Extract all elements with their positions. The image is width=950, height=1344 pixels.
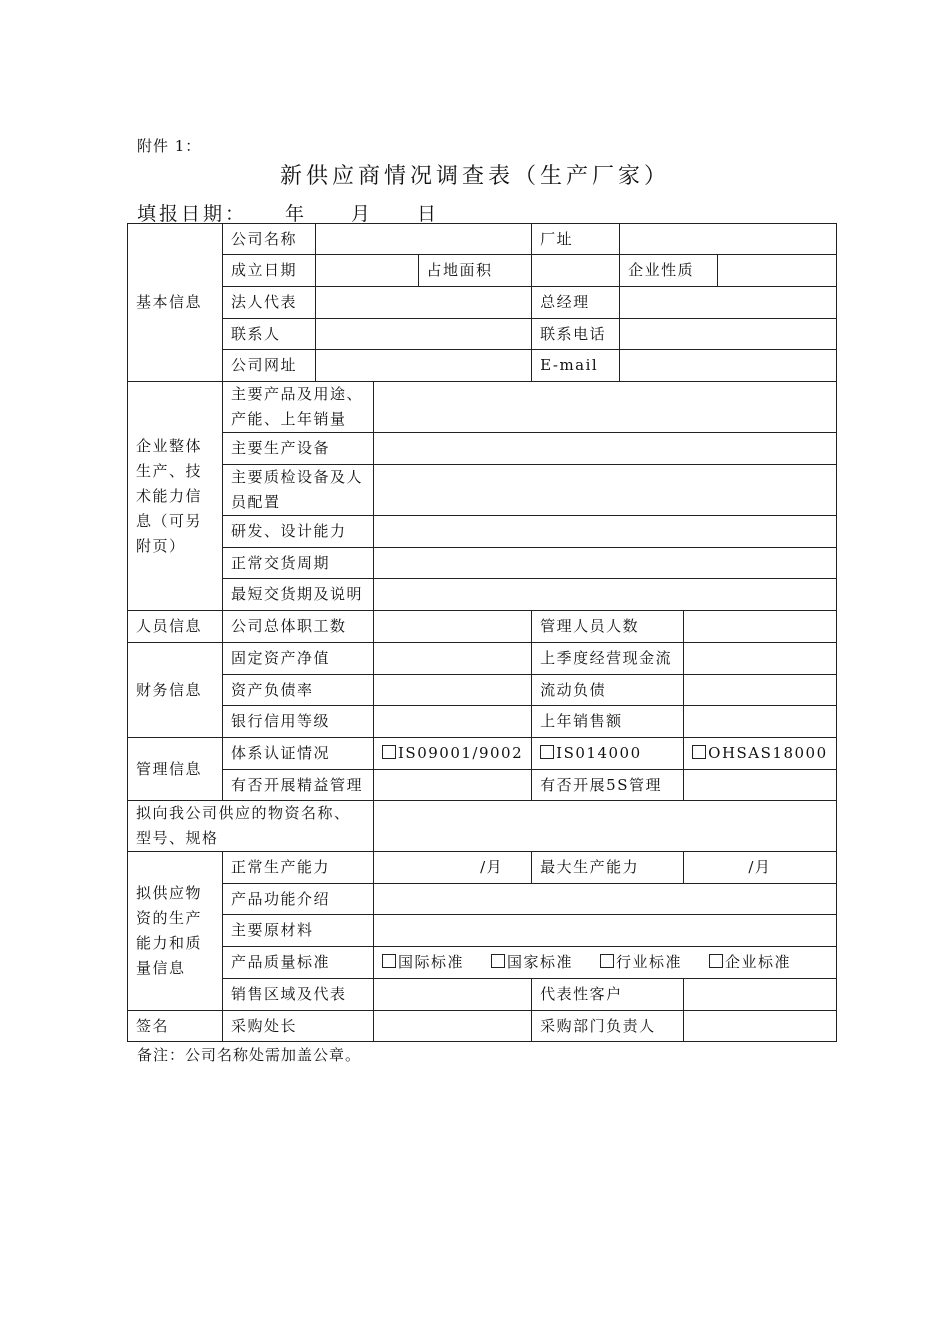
std-industry-label: 行业标准 bbox=[616, 953, 683, 971]
supply-row-4 bbox=[128, 947, 837, 979]
supply-header: 拟供应物资的生产能力和质量信息 bbox=[128, 852, 223, 1011]
website-label: 公司网址 bbox=[223, 350, 316, 382]
footnote: 备注：公司名称处需加盖公章。 bbox=[137, 1046, 362, 1064]
year-label: 年 bbox=[285, 203, 308, 225]
credit-rating-label: 银行信用等级 bbox=[223, 706, 374, 738]
purchasing-dept-head-label: 采购部门负责人 bbox=[532, 1011, 684, 1042]
legal-rep-label: 法人代表 bbox=[223, 287, 316, 319]
shortest-delivery-field[interactable] bbox=[374, 579, 837, 611]
lean-field[interactable] bbox=[374, 770, 532, 801]
five-s-label: 有否开展5S管理 bbox=[532, 770, 684, 801]
cash-flow-field[interactable] bbox=[684, 643, 836, 675]
contact-phone-label: 联系电话 bbox=[532, 319, 620, 350]
basic-row-1 bbox=[128, 224, 837, 255]
checkbox-icon[interactable] bbox=[382, 954, 396, 968]
per-month-unit: /月 bbox=[748, 858, 772, 876]
std-national-option[interactable] bbox=[491, 950, 600, 975]
signature-header: 签名 bbox=[128, 1011, 223, 1042]
normal-capacity-field[interactable] bbox=[374, 852, 532, 884]
enterprise-nature-field[interactable] bbox=[718, 255, 837, 287]
iso14000-option[interactable] bbox=[532, 738, 684, 770]
finance-row-3 bbox=[128, 706, 837, 738]
ohsas-option[interactable] bbox=[684, 738, 836, 770]
capability-row-1 bbox=[128, 382, 837, 433]
purchasing-head-label: 采购处长 bbox=[223, 1011, 374, 1042]
product-intro-field[interactable] bbox=[374, 884, 837, 915]
materials-label: 拟向我公司供应的物资名称、型号、规格 bbox=[128, 801, 374, 852]
contact-phone-field[interactable] bbox=[620, 319, 836, 350]
debt-ratio-field[interactable] bbox=[374, 675, 532, 706]
fixed-assets-field[interactable] bbox=[374, 643, 532, 675]
sales-region-label: 销售区域及代表 bbox=[223, 979, 374, 1011]
std-industry-option[interactable] bbox=[600, 950, 709, 975]
checkbox-icon[interactable] bbox=[540, 745, 554, 759]
iso9001-label: IS09001/9002 bbox=[398, 744, 524, 762]
normal-delivery-label: 正常交货周期 bbox=[223, 548, 374, 579]
capability-row-6 bbox=[128, 579, 837, 611]
finance-row-2 bbox=[128, 675, 837, 706]
ohsas-label: OHSAS18000 bbox=[708, 744, 828, 762]
managers-field[interactable] bbox=[684, 611, 836, 643]
website-field[interactable] bbox=[316, 350, 532, 382]
finance-row-1 bbox=[128, 643, 837, 675]
last-year-sales-field[interactable] bbox=[684, 706, 836, 738]
normal-capacity-label: 正常生产能力 bbox=[223, 852, 374, 884]
sales-region-field[interactable] bbox=[374, 979, 532, 1011]
fixed-assets-label: 固定资产净值 bbox=[223, 643, 374, 675]
supply-row-2 bbox=[128, 884, 837, 915]
last-year-sales-label: 上年销售额 bbox=[532, 706, 684, 738]
max-capacity-field[interactable] bbox=[684, 852, 836, 884]
debt-ratio-label: 资产负债率 bbox=[223, 675, 374, 706]
factory-address-field[interactable] bbox=[620, 224, 836, 255]
contact-label: 联系人 bbox=[223, 319, 316, 350]
management-header: 管理信息 bbox=[128, 738, 223, 801]
managers-label: 管理人员人数 bbox=[532, 611, 684, 643]
total-staff-field[interactable] bbox=[374, 611, 532, 643]
std-international-option[interactable] bbox=[382, 950, 491, 975]
capability-header: 企业整体生产、技术能力信息（可另附页） bbox=[128, 382, 223, 611]
checkbox-icon[interactable] bbox=[491, 954, 505, 968]
supply-row-5 bbox=[128, 979, 837, 1011]
personnel-row bbox=[128, 611, 837, 643]
factory-address-label: 厂址 bbox=[532, 224, 620, 255]
cash-flow-label: 上季度经营现金流 bbox=[532, 643, 684, 675]
std-enterprise-label: 企业标准 bbox=[725, 953, 792, 971]
founded-date-label: 成立日期 bbox=[223, 255, 316, 287]
supply-row-1 bbox=[128, 852, 837, 884]
materials-field[interactable] bbox=[374, 801, 837, 852]
rd-field[interactable] bbox=[374, 516, 837, 548]
purchasing-head-signature-field[interactable] bbox=[374, 1011, 532, 1042]
general-manager-label: 总经理 bbox=[532, 287, 620, 319]
purchasing-dept-head-signature-field[interactable] bbox=[684, 1011, 836, 1042]
max-capacity-label: 最大生产能力 bbox=[532, 852, 684, 884]
basic-info-header: 基本信息 bbox=[128, 224, 223, 382]
management-row-2 bbox=[128, 770, 837, 801]
fill-date-label: 填报日期： bbox=[137, 203, 248, 225]
capability-row-2 bbox=[128, 433, 837, 465]
company-name-label: 公司名称 bbox=[223, 224, 316, 255]
current-liabilities-field[interactable] bbox=[684, 675, 836, 706]
normal-delivery-field[interactable] bbox=[374, 548, 837, 579]
key-customers-field[interactable] bbox=[684, 979, 836, 1011]
certification-label: 体系认证情况 bbox=[223, 738, 374, 770]
floor-area-label: 占地面积 bbox=[418, 255, 532, 287]
supply-row-3 bbox=[128, 915, 837, 947]
capability-row-3 bbox=[128, 465, 837, 516]
quality-standard-label: 产品质量标准 bbox=[223, 947, 374, 979]
finance-header: 财务信息 bbox=[128, 643, 223, 738]
checkbox-icon[interactable] bbox=[709, 954, 723, 968]
signature-row bbox=[128, 1011, 837, 1042]
product-intro-label: 产品功能介绍 bbox=[223, 884, 374, 915]
management-row-1 bbox=[128, 738, 837, 770]
credit-rating-field[interactable] bbox=[374, 706, 532, 738]
checkbox-icon[interactable] bbox=[600, 954, 614, 968]
products-label: 主要产品及用途、产能、上年销量 bbox=[223, 382, 374, 433]
qc-equipment-field[interactable] bbox=[374, 465, 837, 516]
basic-row-4 bbox=[128, 319, 837, 350]
five-s-field[interactable] bbox=[684, 770, 836, 801]
lean-label: 有否开展精益管理 bbox=[223, 770, 374, 801]
attachment-label: 附件 1： bbox=[137, 137, 202, 155]
founded-date-field[interactable] bbox=[316, 255, 419, 287]
floor-area-field[interactable] bbox=[532, 255, 620, 287]
std-national-label: 国家标准 bbox=[507, 953, 574, 971]
enterprise-nature-label: 企业性质 bbox=[620, 255, 718, 287]
quality-standard-options bbox=[374, 947, 837, 979]
materials-row bbox=[128, 801, 837, 852]
key-customers-label: 代表性客户 bbox=[532, 979, 684, 1011]
products-field[interactable] bbox=[374, 382, 837, 433]
basic-row-3 bbox=[128, 287, 837, 319]
rd-label: 研发、设计能力 bbox=[223, 516, 374, 548]
std-international-label: 国际标准 bbox=[398, 953, 465, 971]
current-liabilities-label: 流动负债 bbox=[532, 675, 684, 706]
fill-date-line bbox=[137, 199, 439, 226]
raw-materials-field[interactable] bbox=[374, 915, 837, 947]
iso14000-label: IS014000 bbox=[556, 744, 642, 762]
equipment-label: 主要生产设备 bbox=[223, 433, 374, 465]
email-field[interactable] bbox=[620, 350, 836, 382]
form-title: 新供应商情况调查表（生产厂家） bbox=[279, 164, 670, 189]
capability-row-5 bbox=[128, 548, 837, 579]
shortest-delivery-label: 最短交货期及说明 bbox=[223, 579, 374, 611]
legal-rep-field[interactable] bbox=[316, 287, 532, 319]
general-manager-field[interactable] bbox=[620, 287, 836, 319]
checkbox-icon[interactable] bbox=[692, 745, 706, 759]
total-staff-label: 公司总体职工数 bbox=[223, 611, 374, 643]
company-name-field[interactable] bbox=[316, 224, 532, 255]
month-label: 月 bbox=[351, 203, 374, 225]
contact-field[interactable] bbox=[316, 319, 532, 350]
per-month-unit: /月 bbox=[480, 858, 504, 876]
day-label: 日 bbox=[417, 203, 440, 225]
raw-materials-label: 主要原材料 bbox=[223, 915, 374, 947]
checkbox-icon[interactable] bbox=[382, 745, 396, 759]
std-enterprise-option[interactable] bbox=[709, 950, 818, 975]
personnel-header: 人员信息 bbox=[128, 611, 223, 643]
capability-row-4 bbox=[128, 516, 837, 548]
supplier-survey-table bbox=[127, 223, 837, 1042]
qc-equipment-label: 主要质检设备及人员配置 bbox=[223, 465, 374, 516]
iso9001-option[interactable] bbox=[374, 738, 532, 770]
basic-row-5 bbox=[128, 350, 837, 382]
basic-row-2 bbox=[128, 255, 837, 287]
email-label: E-mail bbox=[532, 350, 620, 382]
equipment-field[interactable] bbox=[374, 433, 837, 465]
